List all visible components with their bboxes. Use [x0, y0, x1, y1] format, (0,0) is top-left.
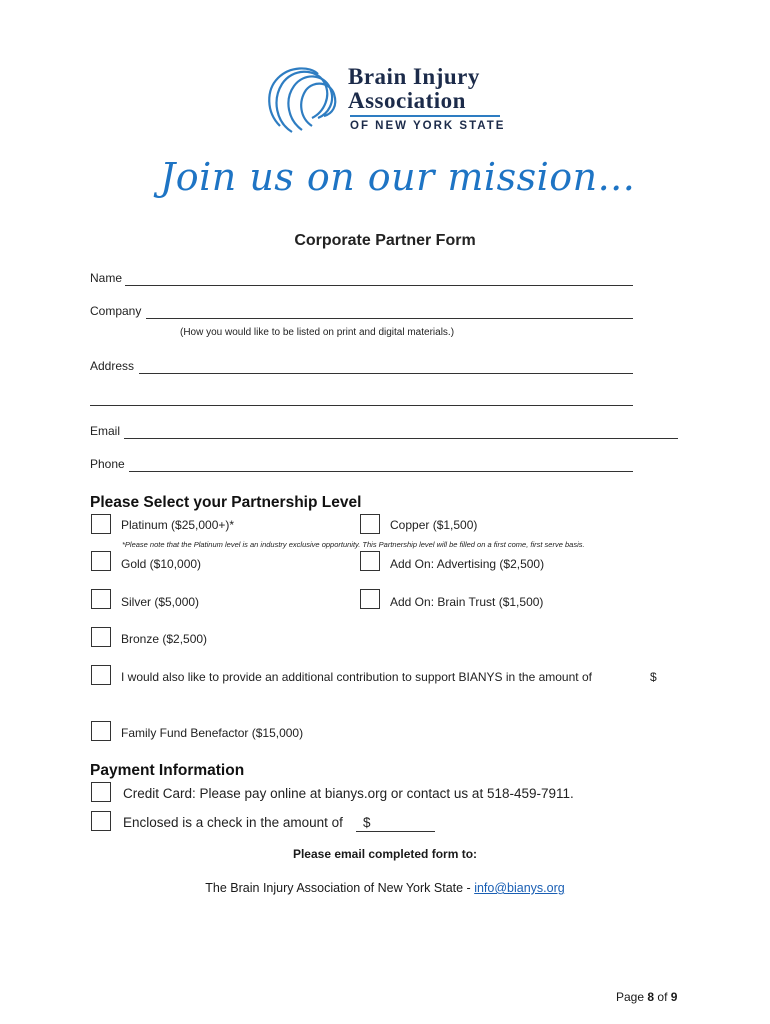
gold-label: Gold ($10,000) [121, 557, 202, 571]
logo-divider [350, 115, 500, 117]
platinum-note: *Please note that the Platinum level is an industry exclusive opportunity. This Partnership level will be filled on a first come, first serve basis. [122, 540, 585, 549]
email-link[interactable]: info@bianys.org [474, 881, 565, 895]
credit-card-checkbox[interactable] [91, 782, 111, 802]
page-of: of [657, 990, 668, 1004]
company-label: Company [90, 304, 142, 318]
brain-trust-checkbox[interactable] [360, 589, 380, 609]
logo-title-line1: Brain Injury [348, 64, 480, 89]
contribution-checkbox[interactable] [91, 665, 111, 685]
contribution-label: I would also like to provide an additional contribution to support BIANYS in the amount of [121, 670, 592, 684]
phone-field[interactable] [129, 471, 633, 472]
company-field[interactable] [146, 318, 633, 319]
brain-trust-label: Add On: Brain Trust ($1,500) [390, 595, 544, 609]
platinum-label: Platinum ($25,000+)* [121, 518, 235, 532]
mission-heading: Join us on our mission... [160, 155, 636, 199]
page-label: Page [616, 990, 645, 1004]
page-current: 8 [647, 990, 655, 1004]
credit-card-label: Credit Card: Please pay online at bianys.org or contact us at 518-459-7911. [123, 786, 574, 801]
bronze-checkbox[interactable] [91, 627, 111, 647]
email-contact-line [0, 881, 770, 895]
family-fund-checkbox[interactable] [91, 721, 111, 741]
bronze-label: Bronze ($2,500) [121, 632, 208, 646]
platinum-checkbox[interactable] [91, 514, 111, 534]
check-checkbox[interactable] [91, 811, 111, 831]
name-field[interactable] [125, 285, 633, 286]
address-label: Address [90, 359, 135, 373]
bianys-logo-icon [262, 62, 350, 138]
check-currency: $ [363, 815, 371, 830]
email-instructions: Please email completed form to: [292, 847, 478, 861]
form-title: Corporate Partner Form [294, 232, 476, 249]
payment-heading: Payment Information [90, 762, 245, 779]
logo-subtitle: OF NEW YORK STATE [350, 120, 506, 132]
logo-title-line2: Association [348, 88, 466, 113]
page-number [616, 990, 677, 1004]
email-contact-text: The Brain Injury Association of New York State - [205, 881, 475, 895]
copper-label: Copper ($1,500) [390, 518, 478, 532]
family-fund-label: Family Fund Benefactor ($15,000) [121, 726, 304, 740]
partnership-heading: Please Select your Partnership Level [90, 494, 362, 511]
check-amount-field[interactable] [356, 831, 435, 832]
check-label: Enclosed is a check in the amount of [123, 815, 343, 830]
address-field-line2[interactable] [90, 405, 633, 406]
email-label: Email [90, 424, 121, 438]
company-hint: (How you would like to be listed on print and digital materials.) [180, 327, 455, 338]
advertising-checkbox[interactable] [360, 551, 380, 571]
address-field-line1[interactable] [139, 373, 633, 374]
copper-checkbox[interactable] [360, 514, 380, 534]
name-label: Name [90, 271, 123, 285]
silver-label: Silver ($5,000) [121, 595, 200, 609]
gold-checkbox[interactable] [91, 551, 111, 571]
advertising-label: Add On: Advertising ($2,500) [390, 557, 545, 571]
silver-checkbox[interactable] [91, 589, 111, 609]
page-total: 9 [670, 990, 678, 1004]
contribution-currency: $ [650, 670, 657, 684]
phone-label: Phone [90, 457, 125, 471]
email-field[interactable] [124, 438, 678, 439]
